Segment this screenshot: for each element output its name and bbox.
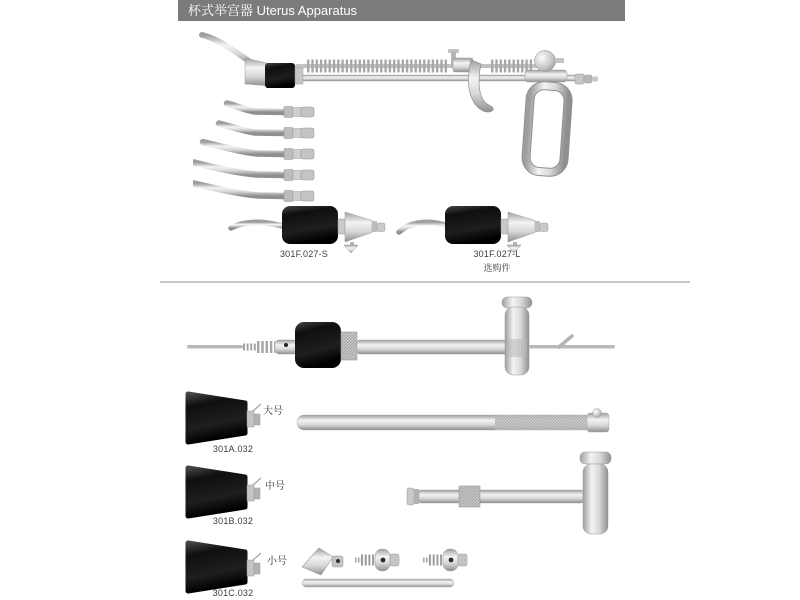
header-bar bbox=[178, 0, 625, 21]
curved-tips-set-image bbox=[193, 99, 323, 203]
page-title: 杯式举宫器 Uterus Apparatus bbox=[188, 3, 358, 18]
threaded-connector-image bbox=[353, 547, 401, 573]
t-handle bbox=[502, 297, 532, 375]
product-code: 301F.027-S bbox=[279, 249, 329, 259]
curved-tip bbox=[194, 163, 314, 181]
curved-tip bbox=[227, 104, 314, 118]
product-code: 301B.032 bbox=[212, 516, 254, 526]
curved-tip bbox=[194, 184, 314, 202]
long-rod-image bbox=[295, 408, 620, 434]
product-code: 301C.032 bbox=[212, 588, 254, 598]
gun-nozzle bbox=[202, 35, 303, 88]
curved-tip bbox=[203, 142, 314, 160]
gun-ball-knob bbox=[535, 51, 556, 72]
size-label: 小号 bbox=[267, 556, 287, 567]
product-code: 301F.027-L bbox=[473, 249, 521, 259]
t-handle-part-image bbox=[405, 451, 620, 537]
size-label: 大号 bbox=[263, 406, 283, 417]
cup-probe-s-image bbox=[228, 202, 388, 254]
product-code: 301A.032 bbox=[212, 444, 254, 454]
black-cup bbox=[282, 206, 338, 244]
threaded-connector-image bbox=[421, 547, 469, 573]
black-cup bbox=[445, 206, 501, 244]
size-label: 中号 bbox=[265, 481, 285, 492]
section-divider bbox=[160, 281, 690, 283]
cup-medium-image bbox=[183, 465, 283, 521]
thin-rod-image bbox=[301, 577, 457, 589]
gun-tip-connector bbox=[575, 74, 598, 84]
cup-large-image bbox=[183, 391, 283, 447]
assembled-manipulator-image bbox=[185, 295, 620, 380]
curved-tip bbox=[219, 124, 314, 139]
black-cup bbox=[295, 322, 341, 368]
cup-probe-l-image bbox=[395, 202, 555, 254]
optional-part-note: 选购件 bbox=[483, 263, 511, 273]
cone-adapter-image bbox=[299, 545, 349, 579]
